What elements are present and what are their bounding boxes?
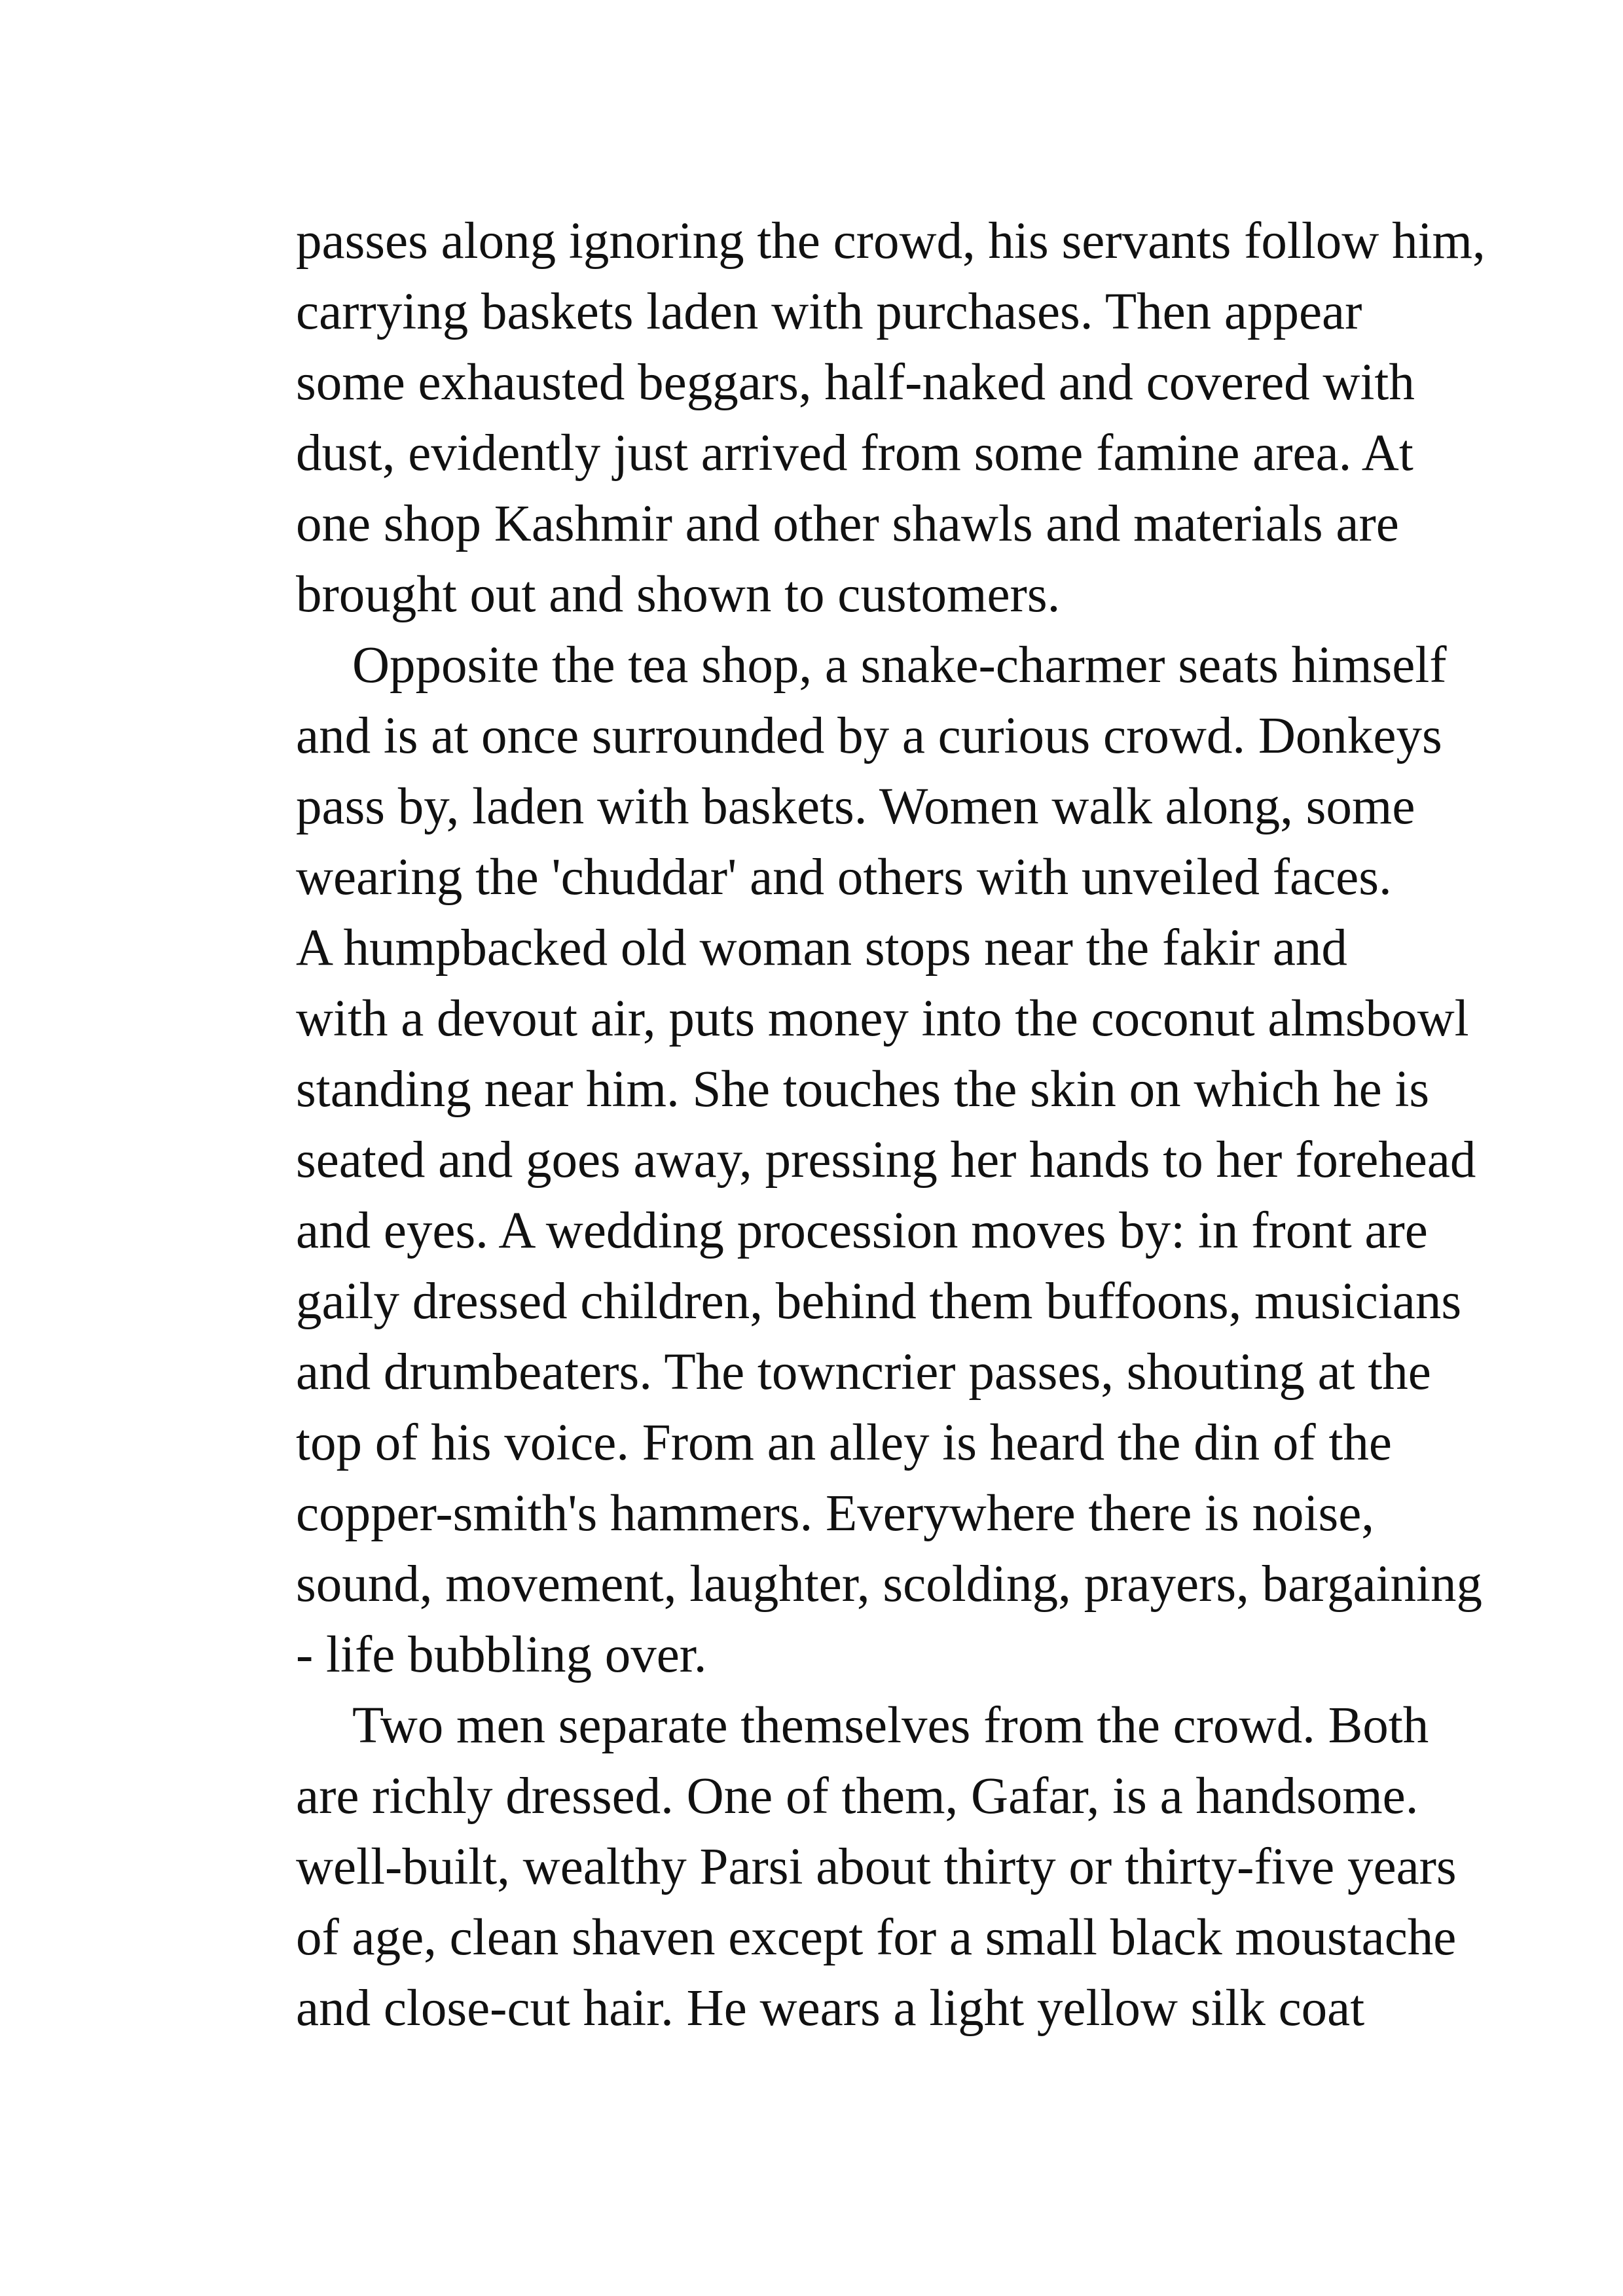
text-line: Opposite the tea shop, a snake-charmer seats himself [352, 637, 1447, 694]
text-line: carrying baskets laden with purchases. Then appear [296, 283, 1362, 340]
body-text [296, 206, 1501, 2044]
paragraph-3 [296, 1691, 1501, 2044]
text-line: and drumbeaters. The towncrier passes, shouting at the [296, 1344, 1431, 1401]
text-line: - life bubbling over. [296, 1626, 707, 1683]
text-line: brought out and shown to customers. [296, 566, 1061, 623]
text-line: are richly dressed. One of them, Gafar, is a handsome. [296, 1768, 1419, 1825]
text-line: and is at once surrounded by a curious crowd. Donkeys [296, 708, 1442, 764]
text-line: one shop Kashmir and other shawls and materials are [296, 495, 1399, 552]
text-line: dust, evidently just arrived from some famine area. At [296, 425, 1413, 482]
text-line: some exhausted beggars, half-naked and covered with [296, 354, 1415, 411]
text-line: copper-smith's hammers. Everywhere there is noise, [296, 1485, 1375, 1542]
text-line: and eyes. A wedding procession moves by: in front are [296, 1202, 1428, 1259]
text-line: sound, movement, laughter, scolding, prayers, bargaining [296, 1556, 1482, 1613]
text-line: seated and goes away, pressing her hands to her forehead [296, 1132, 1476, 1189]
text-line: wearing the 'chuddar' and others with unveiled faces. [296, 849, 1392, 906]
paragraph-1 [296, 206, 1501, 630]
text-line: top of his voice. From an alley is heard the din of the [296, 1414, 1392, 1471]
text-line: with a devout air, puts money into the coconut almsbowl [296, 990, 1469, 1047]
text-line: Two men separate themselves from the crowd. Both [352, 1697, 1429, 1754]
text-line: and close-cut hair. He wears a light yellow silk coat [296, 1980, 1365, 2037]
text-line: A humpbacked old woman stops near the fakir and [296, 920, 1347, 977]
text-line: passes along ignoring the crowd, his servants follow him, [296, 213, 1486, 270]
text-line: pass by, laden with baskets. Women walk along, some [296, 778, 1415, 835]
text-line: of age, clean shaven except for a small black moustache [296, 1909, 1457, 1966]
text-line: gaily dressed children, behind them buffoons, musicians [296, 1273, 1462, 1330]
paragraph-2 [296, 630, 1501, 1691]
text-line: well-built, wealthy Parsi about thirty or thirty-five years [296, 1839, 1457, 1895]
text-line: standing near him. She touches the skin on which he is [296, 1061, 1430, 1118]
